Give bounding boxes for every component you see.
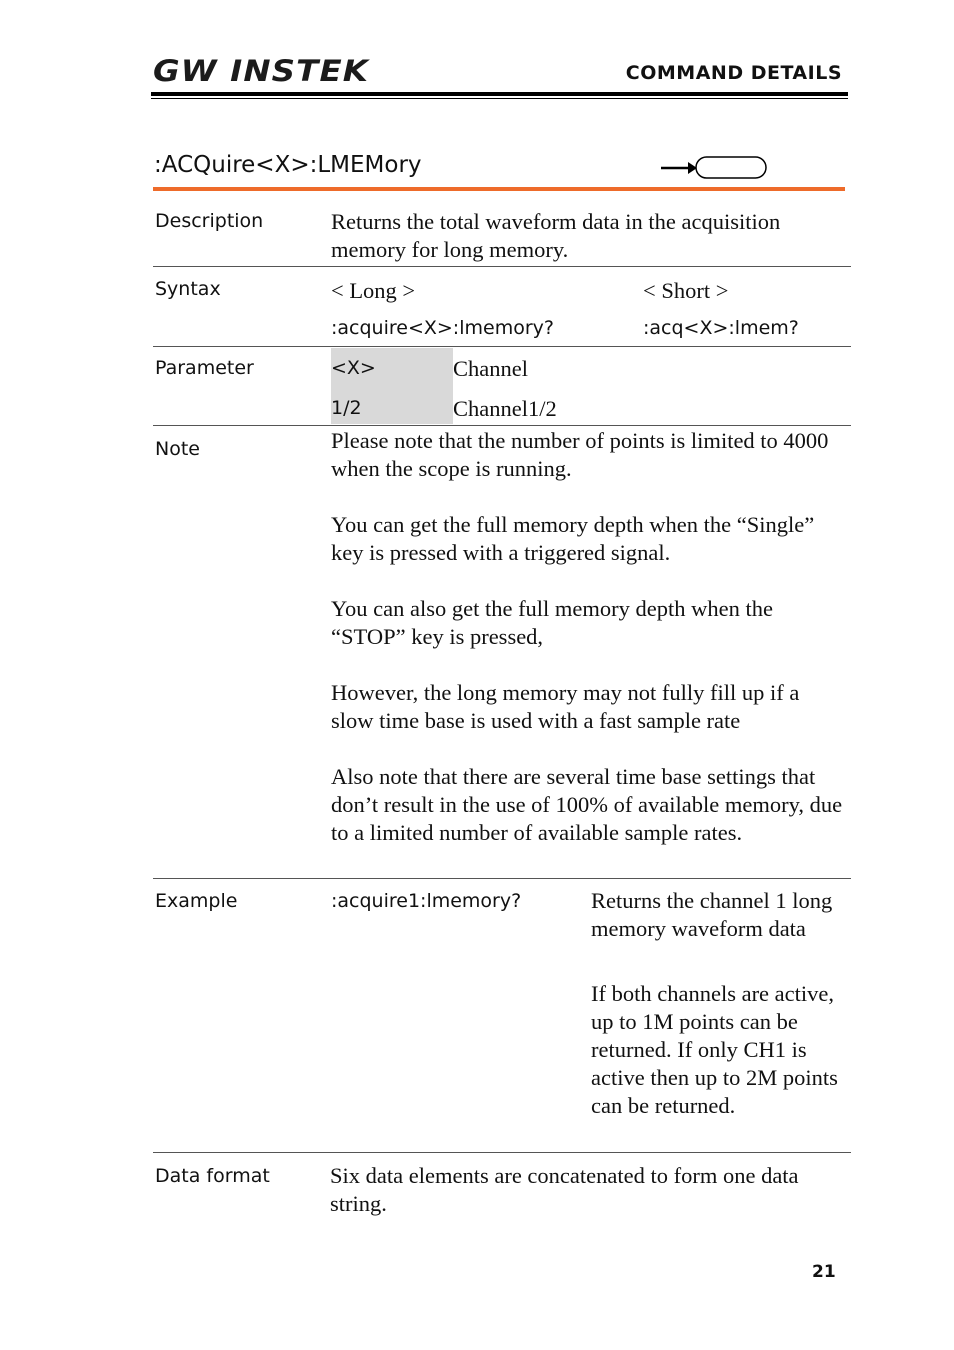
page-number: 21 — [812, 1262, 836, 1282]
syntax-long-heading: < Long > — [331, 278, 416, 303]
command-title: :ACQuire<X>:LMEMory — [154, 152, 422, 178]
data-format-text: Six data elements are concatenated to form one data string. — [330, 1163, 799, 1216]
note-paragraph: You can get the full memory depth when the “Single” key is pressed with a triggered signal. — [331, 512, 815, 565]
section-title: COMMAND DETAILS — [625, 62, 842, 84]
syntax-long-form: :acquire<X>:lmemory? — [331, 317, 554, 339]
header-rule — [151, 92, 848, 96]
note-label: Note — [155, 438, 200, 460]
parameter-name: <X> — [331, 357, 376, 379]
parameter-desc: Channel — [453, 356, 528, 381]
parameter-desc: Channel1/2 — [453, 396, 557, 421]
syntax-short-heading: < Short > — [643, 278, 729, 303]
divider — [153, 878, 851, 879]
example-note: If both channels are active, up to 1M points can be returned. If only CH1 is active then up to 2M points can be returned. — [591, 981, 838, 1118]
gw-instek-logo: GW INSTEK — [153, 54, 370, 88]
divider — [153, 1152, 851, 1153]
parameter-name: 1/2 — [331, 397, 362, 419]
note-paragraph: You can also get the full memory depth when the “STOP” key is pressed, — [331, 596, 774, 649]
title-underline — [153, 187, 845, 191]
note-paragraph: Also note that there are several time base settings that don’t result in the use of 100% of available memory, due to a limited number of available sample rates. — [331, 764, 843, 845]
syntax-label: Syntax — [155, 278, 221, 300]
data-format-label: Data format — [155, 1165, 270, 1187]
note-body — [331, 427, 846, 847]
divider — [153, 266, 851, 267]
note-paragraph: However, the long memory may not fully fill up if a slow time base is used with a fast sample rate — [331, 680, 800, 733]
description-label: Description — [155, 210, 264, 232]
example-command: :acquire1:lmemory? — [331, 890, 522, 912]
query-arrow-icon — [660, 155, 770, 181]
note-paragraph: Please note that the number of points is limited to 4000 when the scope is running. — [331, 428, 829, 481]
example-label: Example — [155, 890, 238, 912]
divider — [153, 346, 851, 347]
syntax-short-form: :acq<X>:lmem? — [643, 317, 799, 339]
example-result: Returns the channel 1 long memory waveform data — [591, 888, 833, 941]
divider — [153, 425, 851, 426]
parameter-label: Parameter — [155, 357, 254, 379]
header-rule-thin — [151, 98, 848, 99]
description-text: Returns the total waveform data in the acquisition memory for long memory. — [331, 209, 781, 262]
